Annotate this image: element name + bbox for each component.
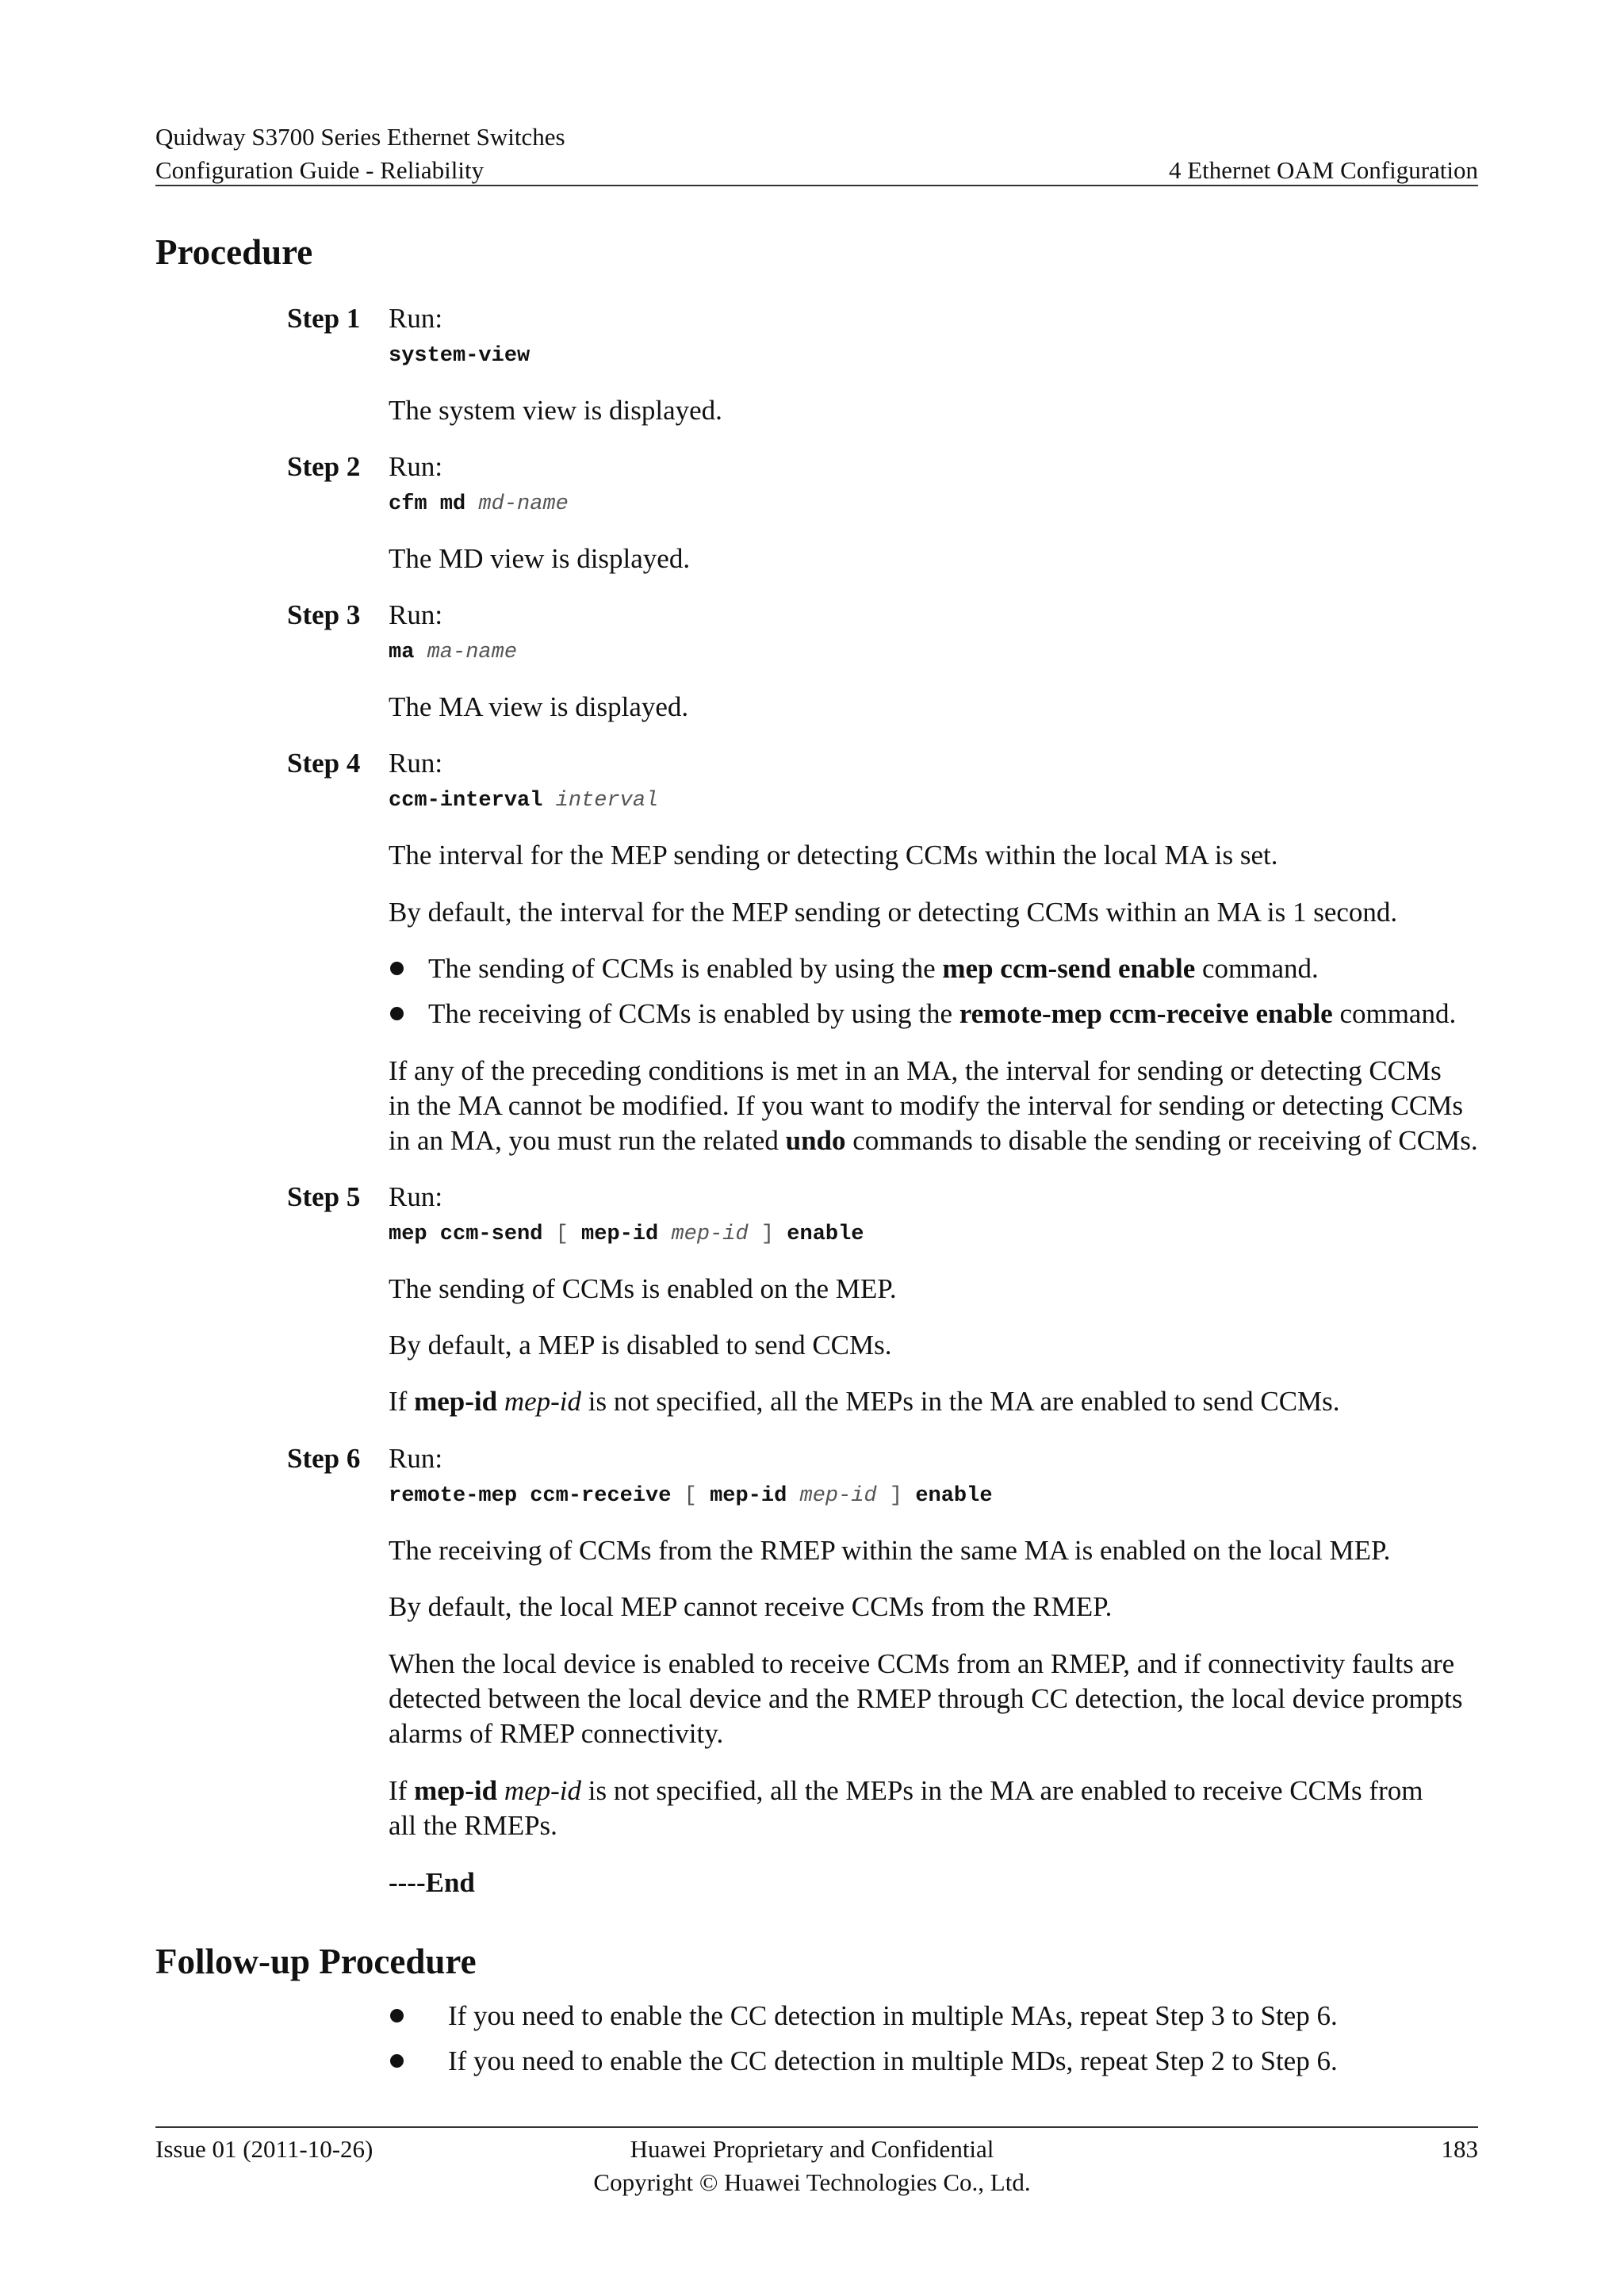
step-2-command: cfm md md-name bbox=[389, 492, 569, 516]
step-4-note-line-1: If any of the preceding conditions is met in an MA, the interval for sending or detecting CCMs bbox=[389, 1055, 1442, 1086]
procedure-heading: Procedure bbox=[155, 232, 313, 272]
step-5-desc: The sending of CCMs is enabled on the MEP. bbox=[389, 1273, 897, 1304]
step-4-default: By default, the interval for the MEP sending or detecting CCMs within an MA is 1 second. bbox=[389, 897, 1398, 928]
step-1-label: Step 1 bbox=[287, 303, 361, 334]
step-6-when-line-3: alarms of RMEP connectivity. bbox=[389, 1718, 724, 1749]
followup-item-1: If you need to enable the CC detection in multiple MAs, repeat Step 3 to Step 6. bbox=[448, 2000, 1338, 2031]
step-2-run: Run: bbox=[389, 451, 443, 482]
page-number: 183 bbox=[1441, 2135, 1478, 2163]
step-5-label: Step 5 bbox=[287, 1181, 361, 1212]
step-4-note-line-2: in the MA cannot be modified. If you want to modify the interval for sending or detecting CCMs bbox=[389, 1090, 1464, 1121]
step-6-label: Step 6 bbox=[287, 1443, 361, 1474]
step-3-desc: The MA view is displayed. bbox=[389, 691, 689, 722]
followup-item-2: If you need to enable the CC detection in multiple MDs, repeat Step 2 to Step 6. bbox=[448, 2045, 1338, 2076]
step-5-default: By default, a MEP is disabled to send CCMs. bbox=[389, 1330, 892, 1360]
step-3-command: ma ma-name bbox=[389, 641, 518, 664]
bullet-dot bbox=[390, 962, 404, 975]
step-3-label: Step 3 bbox=[287, 599, 361, 630]
step-1-command: system-view bbox=[389, 344, 530, 368]
step-5-command: mep ccm-send [ mep-id mep-id ] enable bbox=[389, 1223, 864, 1246]
step-4-run: Run: bbox=[389, 748, 443, 779]
step-6-desc: The receiving of CCMs from the RMEP within the same MA is enabled on the local MEP. bbox=[389, 1535, 1391, 1566]
step-6-when-line-2: detected between the local device and the RMEP through CC detection, the local device prompts bbox=[389, 1683, 1463, 1714]
step-4-command: ccm-interval interval bbox=[389, 789, 659, 813]
bullet-dot bbox=[390, 2054, 404, 2068]
step-6-default: By default, the local MEP cannot receive CCMs from the RMEP. bbox=[389, 1591, 1113, 1622]
step-5-note: If mep-id mep-id is not specified, all the MEPs in the MA are enabled to send CCMs. bbox=[389, 1386, 1340, 1417]
step-2-label: Step 2 bbox=[287, 451, 361, 482]
footer-divider bbox=[155, 2126, 1478, 2128]
step-2-desc: The MD view is displayed. bbox=[389, 543, 691, 574]
step-6-note-line-1: If mep-id mep-id is not specified, all the MEPs in the MA are enabled to receive CCMs from bbox=[389, 1775, 1423, 1806]
step-4-bullet-2: The receiving of CCMs is enabled by using the remote-mep ccm-receive enable command. bbox=[428, 998, 1457, 1029]
step-4-note-line-3: in an MA, you must run the related undo commands to disable the sending or receiving of CCMs. bbox=[389, 1125, 1478, 1156]
step-6-note-line-2: all the RMEPs. bbox=[389, 1810, 557, 1841]
step-1-run: Run: bbox=[389, 303, 443, 334]
step-6-command: remote-mep ccm-receive [ mep-id mep-id ] enable bbox=[389, 1484, 993, 1508]
footer-copyright: Copyright © Huawei Technologies Co., Ltd. bbox=[593, 2168, 1031, 2196]
bullet-dot bbox=[390, 1007, 404, 1020]
followup-heading: Follow-up Procedure bbox=[155, 1942, 477, 1981]
end-marker: ----End bbox=[389, 1867, 475, 1898]
step-4-bullet-1: The sending of CCMs is enabled by using the mep ccm-send enable command. bbox=[428, 953, 1319, 984]
step-6-run: Run: bbox=[389, 1443, 443, 1474]
step-4-desc: The interval for the MEP sending or detecting CCMs within the local MA is set. bbox=[389, 840, 1278, 871]
step-3-run: Run: bbox=[389, 599, 443, 630]
step-5-run: Run: bbox=[389, 1181, 443, 1212]
footer-confidential: Huawei Proprietary and Confidential bbox=[630, 2135, 994, 2163]
step-1-desc: The system view is displayed. bbox=[389, 395, 722, 426]
header-row bbox=[155, 154, 1478, 187]
header-product: Quidway S3700 Series Ethernet Switches bbox=[155, 123, 565, 151]
bullet-dot bbox=[390, 2009, 404, 2022]
header-guide: Configuration Guide - Reliability bbox=[155, 156, 485, 184]
step-4-label: Step 4 bbox=[287, 748, 361, 779]
header-divider bbox=[155, 185, 1478, 186]
step-6-when-line-1: When the local device is enabled to receive CCMs from an RMEP, and if connectivity faults are bbox=[389, 1648, 1455, 1679]
footer-issue: Issue 01 (2011-10-26) bbox=[155, 2135, 373, 2163]
header-chapter: 4 Ethernet OAM Configuration bbox=[1168, 156, 1478, 184]
